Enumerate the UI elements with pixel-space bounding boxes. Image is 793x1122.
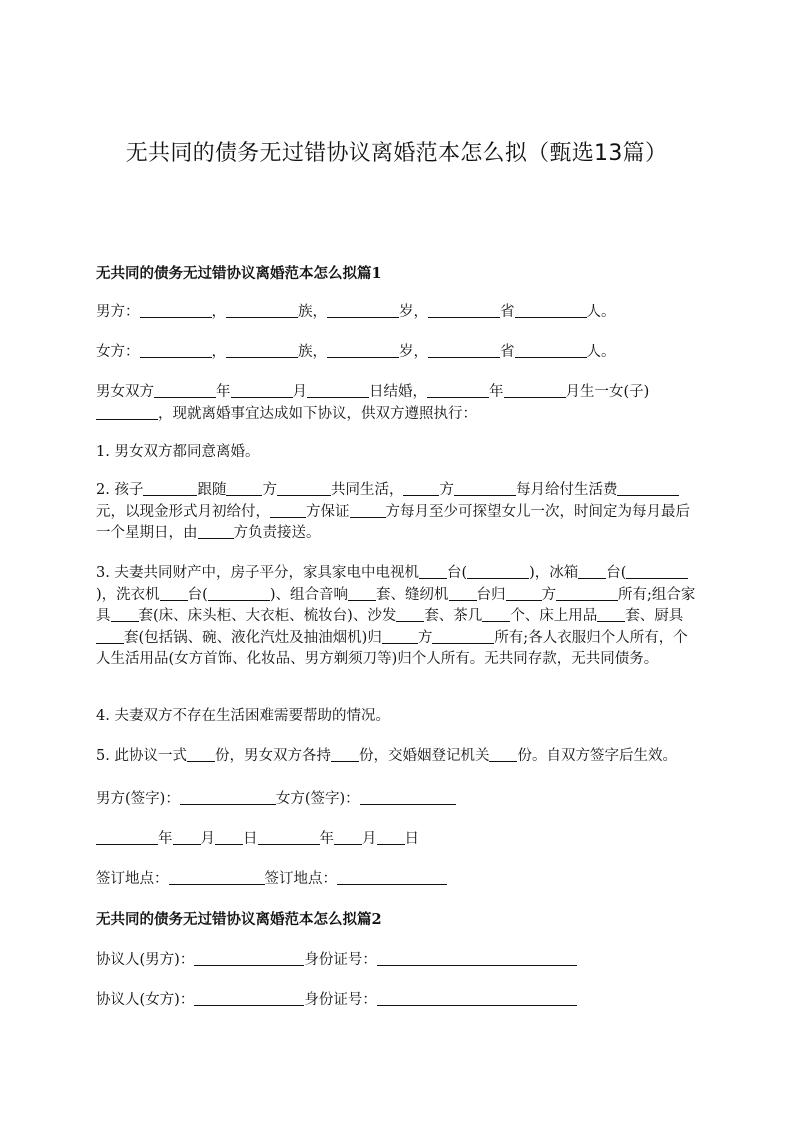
text: 份，交婚姻登记机关 [358,748,490,764]
text: 元，以现金形式月初给付， [96,503,270,520]
blank-field [160,585,188,601]
text: 2. 孩子 [96,482,144,498]
blank-field [154,383,216,399]
text: ，现就离婚事宜达成如下协议，供双方遵照执行： [158,405,477,422]
blank-field [187,747,215,763]
blank-field [140,303,212,319]
blank-field [111,607,139,623]
line-label: 协议人(女方)： [96,992,195,1008]
blank-field [96,404,158,420]
blank-field [143,481,197,497]
blank-field [270,502,306,518]
text: 方 [417,629,433,646]
blank-field [454,481,516,497]
text: 年 [319,831,334,847]
blank-field [504,383,566,399]
text: 岁， [399,304,428,320]
section-heading: 无共同的债务无过错协议离婚范本怎么拟篇2 [96,911,382,928]
text: 每月给付生活费 [515,482,618,498]
clause-2 [96,480,700,545]
text: 方每月至少可探望女儿一次，时间定为每月最后一个星期日，由 [96,503,690,541]
clause-3 [96,563,700,671]
text: 日 [404,831,419,847]
text: 个、床上用品 [510,608,598,624]
text: 所有;组合家具 [96,586,696,624]
blank-field [226,303,298,319]
text: 年 [216,384,231,400]
text: 共同生活， [330,482,404,498]
intro-paragraph [96,382,700,425]
text: 方 [541,586,557,603]
line-label: 男方： [96,304,140,320]
blank-field [556,585,618,601]
blank-field [327,303,399,319]
female-signature-label: 女方(签字)： [275,791,360,807]
section-heading: 无共同的债务无过错协议离婚范本怎么拟篇1 [96,265,382,282]
blank-field [449,585,477,601]
text: 跟随 [197,482,227,498]
blank-field [428,303,500,319]
text: )、组合音响 [269,586,349,603]
text: 月 [200,831,215,847]
text: 3. 夫妻共同财产中，房子平分，家具家电中电视机 [96,565,419,581]
blank-field [180,790,276,806]
line-label: 女方： [96,344,140,360]
blank-field [140,343,212,359]
blank-field [334,830,362,846]
id-label: 身份证号： [304,992,377,1008]
id-label: 身份证号： [304,952,377,968]
blank-field [626,564,688,580]
text: 方 [262,482,277,498]
text: 族， [298,344,327,360]
text: )，洗衣机 [96,586,160,603]
text: 所有;各人衣服归个人所有，个人生活用品(女方首饰、化妆品、男方剃须刀等)归个人所有。无共同存款，无共同债务。 [96,629,688,667]
text: )，冰箱 [529,565,579,581]
male-party-line [96,950,577,971]
blank-field [348,585,376,601]
blank-field [482,607,510,623]
blank-field [277,481,331,497]
blank-field [331,747,359,763]
blank-field [258,830,320,846]
text: ， [211,304,226,320]
blank-field [96,830,158,846]
text: 套、茶几 [424,608,483,624]
text: 岁， [399,344,428,360]
blank-field [396,607,424,623]
text: 5. 此协议一式 [96,748,187,764]
blank-field [377,951,577,967]
text: 日 [243,831,258,847]
blank-field [432,628,494,644]
text: 方负责接送。 [233,525,321,541]
blank-field [467,564,529,580]
document-title: 无共同的债务无过错协议离婚范本怎么拟（甄选13篇） [125,141,668,166]
text: 日结婚， [369,384,427,400]
blank-field [307,383,369,399]
text: 年 [158,831,173,847]
blank-field [226,343,298,359]
blank-field [208,585,270,601]
blank-field [597,607,625,623]
female-party-line [96,342,616,363]
text: 省 [500,344,515,360]
blank-field [337,870,447,886]
blank-field [215,830,243,846]
text: 台( [446,565,468,581]
blank-field [226,481,262,497]
blank-field [506,585,542,601]
blank-field [377,830,405,846]
blank-field [578,564,606,580]
place-label: 签订地点： [264,871,337,887]
line-label: 协议人(男方)： [96,952,195,968]
text: 年 [489,384,504,400]
blank-field [198,524,234,540]
text: 台( [187,586,208,603]
text: 人。 [586,304,616,320]
signature-line [96,789,456,810]
clause-1: 1. 男女双方都同意离婚。 [96,444,260,460]
blank-field [428,343,500,359]
blank-field [515,303,587,319]
blank-field [419,564,447,580]
blank-field [173,830,201,846]
blank-field [489,747,517,763]
text: 人。 [586,344,616,360]
blank-field [382,628,418,644]
clause-5 [96,746,677,767]
place-label: 签订地点： [96,871,169,887]
blank-field [327,343,399,359]
blank-field [96,628,124,644]
text: 方保证 [306,503,350,520]
text: 月 [362,831,377,847]
blank-field [194,991,304,1007]
place-line [96,869,447,890]
text: 份，男女双方各持 [214,748,331,764]
blank-field [403,481,439,497]
blank-field [194,951,304,967]
text: 套(包括锅、碗、液化汽灶及抽油烟机)归 [124,629,382,646]
text: 套、厨具 [625,608,684,624]
blank-field [350,502,386,518]
text: 省 [500,304,515,320]
text: 月生一女(子) [565,384,650,400]
text: 套、缝纫机 [376,586,449,603]
text: 台( [606,565,627,581]
blank-field [169,870,265,886]
male-party-line [96,302,616,323]
text: ， [211,344,226,360]
text: 台归 [476,586,506,603]
blank-field [617,481,679,497]
clause-4: 4. 夫妻双方不存在生活困难需要帮助的情况。 [96,708,390,724]
male-signature-label: 男方(签字)： [96,791,180,807]
text: 份。自双方签字后生效。 [517,748,677,764]
blank-field [360,790,456,806]
text: 男女双方 [96,384,154,400]
blank-field [231,383,293,399]
text: 族， [298,304,327,320]
text: 月 [292,384,307,400]
date-line [96,829,419,850]
blank-field [427,383,489,399]
blank-field [515,343,587,359]
text: 方 [439,482,454,498]
female-party-line [96,990,577,1011]
text: 套(床、床头柜、大衣柜、梳妆台)、沙发 [138,608,397,624]
blank-field [377,991,577,1007]
